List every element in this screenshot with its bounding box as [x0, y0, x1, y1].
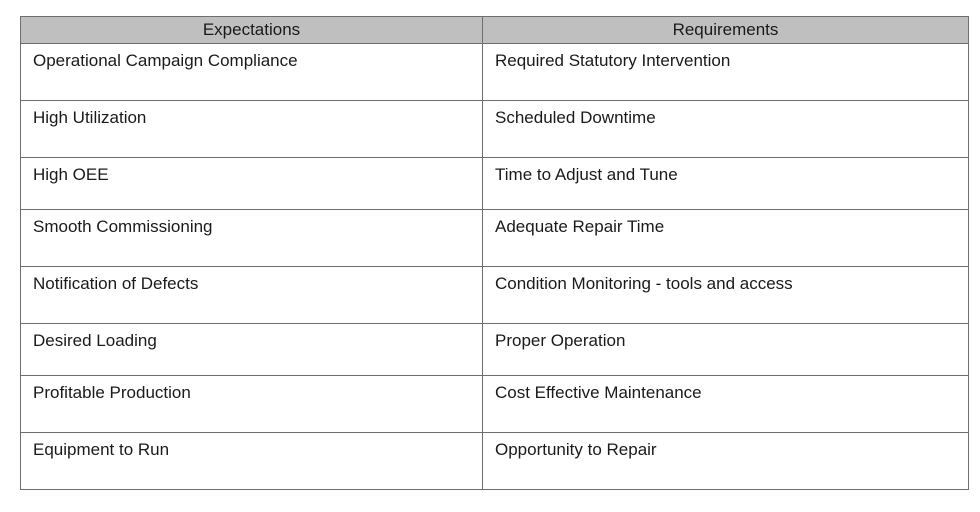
table-row: [21, 376, 969, 433]
table-row: [21, 158, 969, 210]
expectation-cell: Smooth Commissioning: [21, 210, 483, 267]
requirement-cell: Opportunity to Repair: [483, 433, 969, 490]
expectations-requirements-table-container: [20, 16, 968, 490]
table-row: [21, 44, 969, 101]
expectation-cell: Notification of Defects: [21, 267, 483, 324]
expectation-cell: Profitable Production: [21, 376, 483, 433]
table-header-row: [21, 17, 969, 44]
table-row: [21, 324, 969, 376]
table-row: [21, 267, 969, 324]
requirement-cell: Scheduled Downtime: [483, 101, 969, 158]
requirement-cell: Cost Effective Maintenance: [483, 376, 969, 433]
requirement-cell: Required Statutory Intervention: [483, 44, 969, 101]
expectation-cell: High Utilization: [21, 101, 483, 158]
requirement-cell: Condition Monitoring - tools and access: [483, 267, 969, 324]
header-requirements: Requirements: [483, 17, 969, 44]
header-expectations: Expectations: [21, 17, 483, 44]
expectation-cell: Desired Loading: [21, 324, 483, 376]
requirement-cell: Adequate Repair Time: [483, 210, 969, 267]
expectation-cell: High OEE: [21, 158, 483, 210]
table-row: [21, 433, 969, 490]
requirement-cell: Time to Adjust and Tune: [483, 158, 969, 210]
requirement-cell: Proper Operation: [483, 324, 969, 376]
table-row: [21, 210, 969, 267]
expectations-requirements-table: [20, 16, 969, 490]
expectation-cell: Operational Campaign Compliance: [21, 44, 483, 101]
table-row: [21, 101, 969, 158]
expectation-cell: Equipment to Run: [21, 433, 483, 490]
